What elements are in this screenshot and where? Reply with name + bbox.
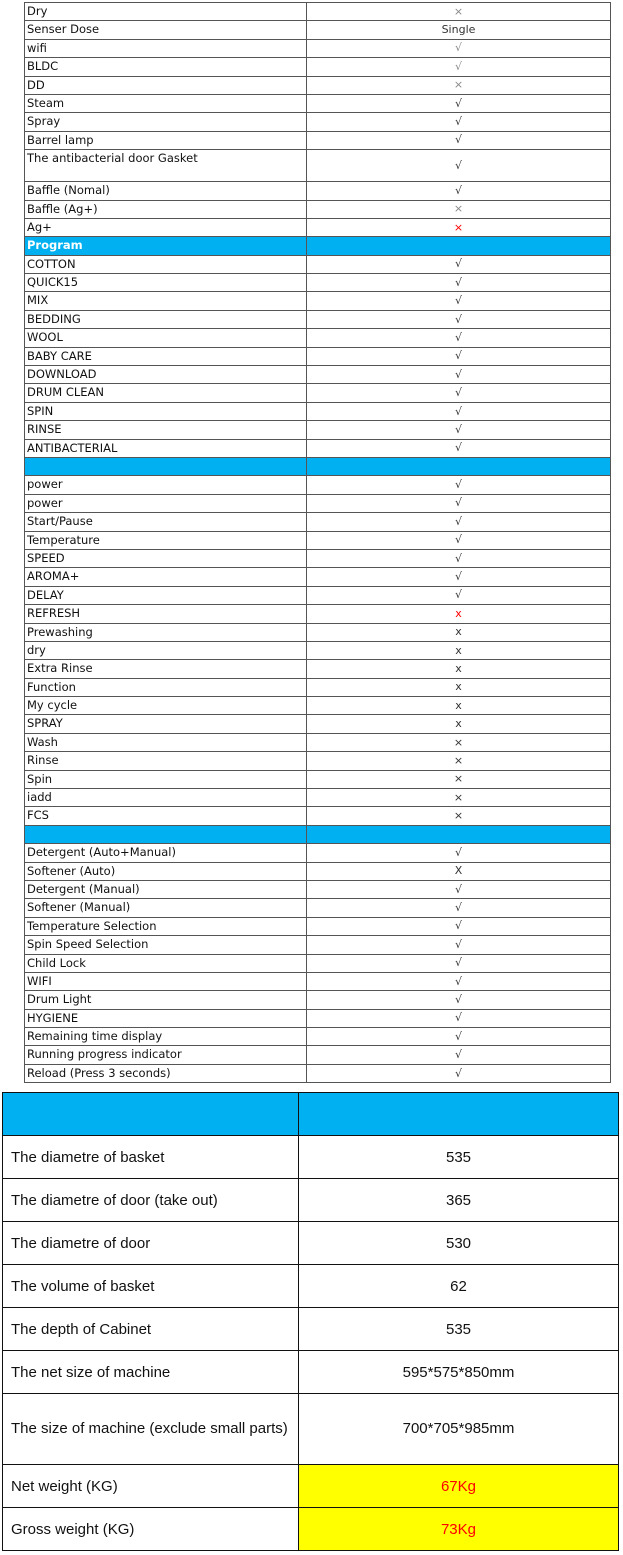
feature-row [25,972,611,990]
dimension-row [3,1222,619,1265]
feature-label: Child Lock [25,954,307,972]
feature-label: BEDDING [25,310,307,328]
feature-value: √ [307,954,611,972]
feature-value: √ [307,880,611,898]
feature-label: Senser Dose [25,21,307,39]
feature-row [25,1009,611,1027]
dimension-label: The net size of machine [3,1351,299,1394]
feature-value: × [307,218,611,236]
feature-label: Barrel lamp [25,131,307,149]
feature-row [25,697,611,715]
dimension-row [3,1351,619,1394]
feature-label: QUICK15 [25,274,307,292]
feature-label: dry [25,641,307,659]
feature-row [25,1064,611,1082]
feature-label: FCS [25,807,307,825]
section-header-value [307,237,611,255]
feature-value: √ [307,1009,611,1027]
feature-value: √ [307,549,611,567]
feature-row [25,292,611,310]
feature-value: √ [307,513,611,531]
feature-label: Extra Rinse [25,660,307,678]
feature-value: x [307,623,611,641]
feature-label: DD [25,76,307,94]
feature-row [25,513,611,531]
feature-value: √ [307,421,611,439]
feature-label: Remaining time display [25,1028,307,1046]
feature-label: SPEED [25,549,307,567]
feature-label: Baffle (Ag+) [25,200,307,218]
feature-value: x [307,715,611,733]
feature-value: √ [307,531,611,549]
feature-value: √ [307,899,611,917]
feature-row [25,218,611,236]
dimension-value: 595*575*850mm [299,1351,619,1394]
feature-value: √ [307,329,611,347]
feature-value: √ [307,39,611,57]
feature-row [25,954,611,972]
feature-row [25,807,611,825]
feature-value: √ [307,94,611,112]
feature-value: √ [307,917,611,935]
feature-label: iadd [25,789,307,807]
dimension-label: Net weight (KG) [3,1465,299,1508]
feature-row [25,1046,611,1064]
dimension-row [3,1179,619,1222]
feature-row [25,113,611,131]
feature-value: √ [307,131,611,149]
section-header-row [25,237,611,255]
feature-label: Prewashing [25,623,307,641]
dimensions-table [2,1092,619,1551]
feature-label: Softener (Manual) [25,899,307,917]
dimension-row [3,1136,619,1179]
feature-value: × [307,789,611,807]
feature-label: Rinse [25,752,307,770]
section-header-value [307,825,611,843]
dimension-label: The diametre of basket [3,1136,299,1179]
feature-value: √ [307,494,611,512]
feature-label: Temperature [25,531,307,549]
feature-row [25,255,611,273]
feature-label: WOOL [25,329,307,347]
dimension-value: 73Kg [299,1508,619,1551]
feature-row [25,605,611,623]
feature-value: √ [307,274,611,292]
feature-row [25,844,611,862]
feature-label: power [25,476,307,494]
feature-row [25,991,611,1009]
feature-value: √ [307,1046,611,1064]
feature-label: Start/Pause [25,513,307,531]
feature-row [25,329,611,347]
feature-row [25,623,611,641]
section-header-value [307,457,611,475]
feature-value: x [307,678,611,696]
feature-value: × [307,733,611,751]
feature-value: √ [307,366,611,384]
dimension-value: 535 [299,1136,619,1179]
dimension-label: Gross weight (KG) [3,1508,299,1551]
feature-label: Function [25,678,307,696]
feature-value: √ [307,1064,611,1082]
feature-row [25,549,611,567]
feature-label: Detergent (Auto+Manual) [25,844,307,862]
dimension-row [3,1465,619,1508]
feature-value: √ [307,310,611,328]
feature-label: ANTIBACTERIAL [25,439,307,457]
feature-row [25,936,611,954]
feature-label: Detergent (Manual) [25,880,307,898]
feature-row [25,678,611,696]
feature-label: DOWNLOAD [25,366,307,384]
feature-row [25,494,611,512]
feature-value: X [307,862,611,880]
feature-row [25,274,611,292]
feature-row [25,789,611,807]
feature-row [25,182,611,200]
dimension-value: 530 [299,1222,619,1265]
feature-label: MIX [25,292,307,310]
dimension-row [3,1394,619,1465]
feature-label: DRUM CLEAN [25,384,307,402]
section-header-row [25,825,611,843]
feature-value: √ [307,113,611,131]
feature-label: Softener (Auto) [25,862,307,880]
feature-label: wifi [25,39,307,57]
feature-value: Single [307,21,611,39]
feature-row [25,3,611,21]
dimensions-table-body [3,1093,619,1551]
dimension-label: The size of machine (exclude small parts) [3,1394,299,1465]
feature-value: √ [307,58,611,76]
feature-label: My cycle [25,697,307,715]
dimension-value: 535 [299,1308,619,1351]
feature-label: COTTON [25,255,307,273]
feature-row [25,421,611,439]
feature-value: × [307,770,611,788]
feature-value: x [307,641,611,659]
feature-row [25,384,611,402]
feature-row [25,899,611,917]
feature-value: √ [307,991,611,1009]
feature-value: √ [307,292,611,310]
feature-value: √ [307,150,611,182]
feature-label: AROMA+ [25,568,307,586]
feature-value: × [307,752,611,770]
feature-label: Spray [25,113,307,131]
feature-label: Running progress indicator [25,1046,307,1064]
dimensions-header-row [3,1093,619,1136]
feature-value: √ [307,586,611,604]
feature-value: x [307,660,611,678]
feature-value: √ [307,844,611,862]
features-table [24,2,611,1083]
dimension-label: The depth of Cabinet [3,1308,299,1351]
feature-value: × [307,76,611,94]
feature-label: Dry [25,3,307,21]
feature-row [25,94,611,112]
feature-value: √ [307,402,611,420]
feature-row [25,586,611,604]
feature-row [25,347,611,365]
feature-value: √ [307,936,611,954]
feature-label: Temperature Selection [25,917,307,935]
feature-row [25,150,611,182]
feature-value: x [307,697,611,715]
feature-row [25,862,611,880]
feature-value: x [307,605,611,623]
dimension-value: 700*705*985mm [299,1394,619,1465]
feature-label: BLDC [25,58,307,76]
dimensions-header-value [299,1093,619,1136]
feature-label: SPIN [25,402,307,420]
feature-value: √ [307,182,611,200]
features-table-body [25,3,611,1083]
feature-row [25,200,611,218]
feature-row [25,1028,611,1046]
feature-label: Ag+ [25,218,307,236]
feature-value: √ [307,1028,611,1046]
feature-label: RINSE [25,421,307,439]
feature-row [25,770,611,788]
feature-row [25,660,611,678]
dimension-label: The diametre of door [3,1222,299,1265]
feature-row [25,917,611,935]
section-header-row [25,457,611,475]
feature-value: √ [307,476,611,494]
feature-row [25,76,611,94]
dimension-value: 67Kg [299,1465,619,1508]
feature-label: WIFI [25,972,307,990]
feature-row [25,476,611,494]
feature-row [25,715,611,733]
feature-label: Reload (Press 3 seconds) [25,1064,307,1082]
dimension-row [3,1508,619,1551]
feature-row [25,131,611,149]
feature-value: √ [307,439,611,457]
feature-label: BABY CARE [25,347,307,365]
section-header-label [25,457,307,475]
feature-row [25,733,611,751]
feature-row [25,310,611,328]
feature-value: √ [307,347,611,365]
feature-label: Wash [25,733,307,751]
feature-row [25,880,611,898]
feature-row [25,568,611,586]
feature-row [25,531,611,549]
feature-value: × [307,200,611,218]
feature-row [25,439,611,457]
section-header-label [25,825,307,843]
feature-row [25,58,611,76]
dimensions-header-label [3,1093,299,1136]
feature-label: DELAY [25,586,307,604]
feature-label: Steam [25,94,307,112]
feature-row [25,39,611,57]
feature-row [25,21,611,39]
feature-row [25,402,611,420]
feature-row [25,641,611,659]
dimension-value: 365 [299,1179,619,1222]
dimension-row [3,1308,619,1351]
feature-label: Drum Light [25,991,307,1009]
feature-value: × [307,807,611,825]
feature-label: Baffle (Nomal) [25,182,307,200]
feature-label: Spin [25,770,307,788]
feature-label: SPRAY [25,715,307,733]
dimension-value: 62 [299,1265,619,1308]
feature-label: HYGIENE [25,1009,307,1027]
dimension-label: The volume of basket [3,1265,299,1308]
feature-label: The antibacterial door Gasket [25,150,307,182]
feature-value: √ [307,384,611,402]
feature-value: √ [307,972,611,990]
feature-value: × [307,3,611,21]
feature-value: √ [307,255,611,273]
feature-label: power [25,494,307,512]
dimension-row [3,1265,619,1308]
feature-label: Spin Speed Selection [25,936,307,954]
feature-value: √ [307,568,611,586]
feature-row [25,752,611,770]
section-header-label: Program [25,237,307,255]
dimension-label: The diametre of door (take out) [3,1179,299,1222]
feature-label: REFRESH [25,605,307,623]
feature-row [25,366,611,384]
